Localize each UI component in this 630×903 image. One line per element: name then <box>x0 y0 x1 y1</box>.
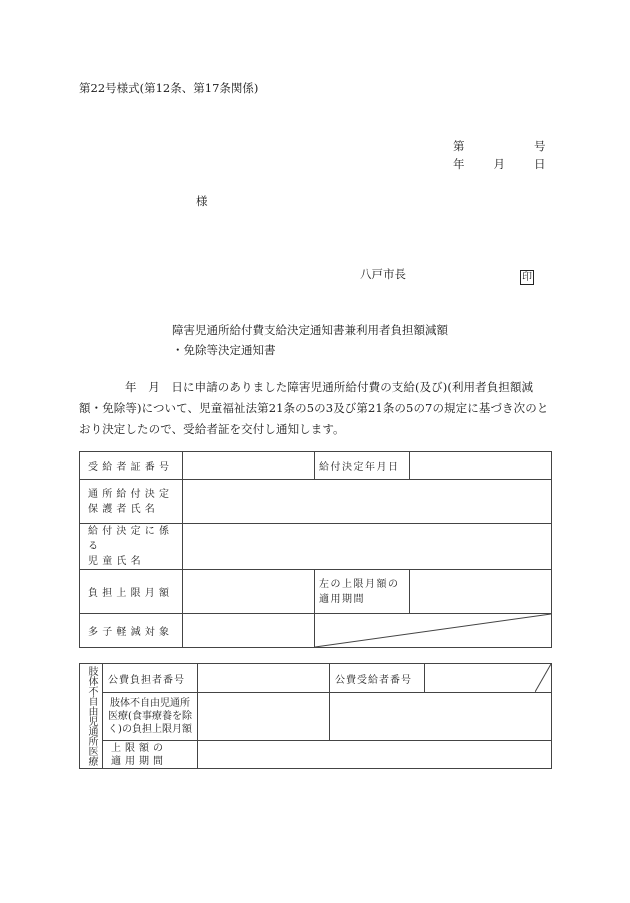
child-name-value <box>183 524 552 570</box>
medical-period-value <box>198 741 552 769</box>
doc-number-line: 第 号 <box>453 139 548 153</box>
decision-date-label: 給付決定年月日 <box>315 452 410 480</box>
medical-period-label-1: 上限額の <box>111 742 167 754</box>
recipient-number-label: 受給者証番号 <box>80 452 183 480</box>
decision-table <box>79 451 552 648</box>
recipient-number-cells <box>183 452 315 480</box>
child-name-label <box>80 524 183 570</box>
multi-child-label: 多子軽減対象 <box>80 614 183 648</box>
period-value <box>410 570 552 614</box>
seal-mark <box>520 265 534 285</box>
child-label-2: 児童氏名 <box>88 556 145 567</box>
medical-limit-label-3: く)の負担上限月額 <box>108 724 192 735</box>
guardian-name-label <box>80 480 183 524</box>
doc-date-line: 年 月 日 <box>453 157 548 171</box>
guardian-label-2: 保護者氏名 <box>88 503 159 515</box>
period-label <box>315 570 410 614</box>
last-digit-strike <box>535 664 551 692</box>
medical-side-label: 肢体不自由児通所医療 <box>80 664 103 769</box>
period-label-1: 左の上限月額の <box>319 578 400 590</box>
payer-number-cells <box>198 664 330 693</box>
public-recipient-number-cells <box>425 664 552 693</box>
diagonal-strike <box>315 614 551 647</box>
guardian-name-value <box>183 480 552 524</box>
medical-table <box>79 663 552 769</box>
medical-period-label-2: 適用期間 <box>111 755 167 767</box>
medical-limit-label <box>103 693 198 741</box>
public-recipient-number-label: 公費受給者番号 <box>330 664 425 693</box>
multi-child-struck-cell <box>315 614 552 648</box>
medical-limit-extra <box>330 693 552 741</box>
guardian-label-1: 通所給付決定 <box>88 488 174 500</box>
medical-limit-label-2: 医療(食事療養を除 <box>108 711 192 722</box>
addressee-sama: 様 <box>196 194 208 208</box>
decision-date-value <box>410 452 552 480</box>
seal-icon: 印 <box>522 272 532 283</box>
limit-amount-label: 負担上限月額 <box>80 570 183 614</box>
title-line2: ・免除等決定通知書 <box>172 343 276 357</box>
period-label-2: 適用期間 <box>319 593 365 605</box>
body-text: 年 月 日に申請のありました障害児通所給付費の支給(及び)(利用者負担額減額・免除等)について、児童福祉法第21条の5の3及び第21条の5の7の規定に基づき次のとおり決定したので、受給者証を交付し通知します。 <box>79 380 549 436</box>
medical-limit-label-1: 肢体不自由児通所 <box>110 698 190 709</box>
limit-amount-value <box>183 570 315 614</box>
multi-child-value <box>183 614 315 648</box>
form-number: 第22号様式(第12条、第17条関係) <box>79 81 259 95</box>
payer-number-label: 公費負担者番号 <box>103 664 198 693</box>
medical-limit-value <box>198 693 330 741</box>
title-line1: 障害児通所給付費支給決定通知書兼利用者負担額減額 <box>172 323 448 337</box>
child-label-1: 給付決定に係る <box>88 526 174 552</box>
medical-period-label <box>103 741 198 769</box>
issuer-name: 八戸市長 <box>360 267 406 281</box>
